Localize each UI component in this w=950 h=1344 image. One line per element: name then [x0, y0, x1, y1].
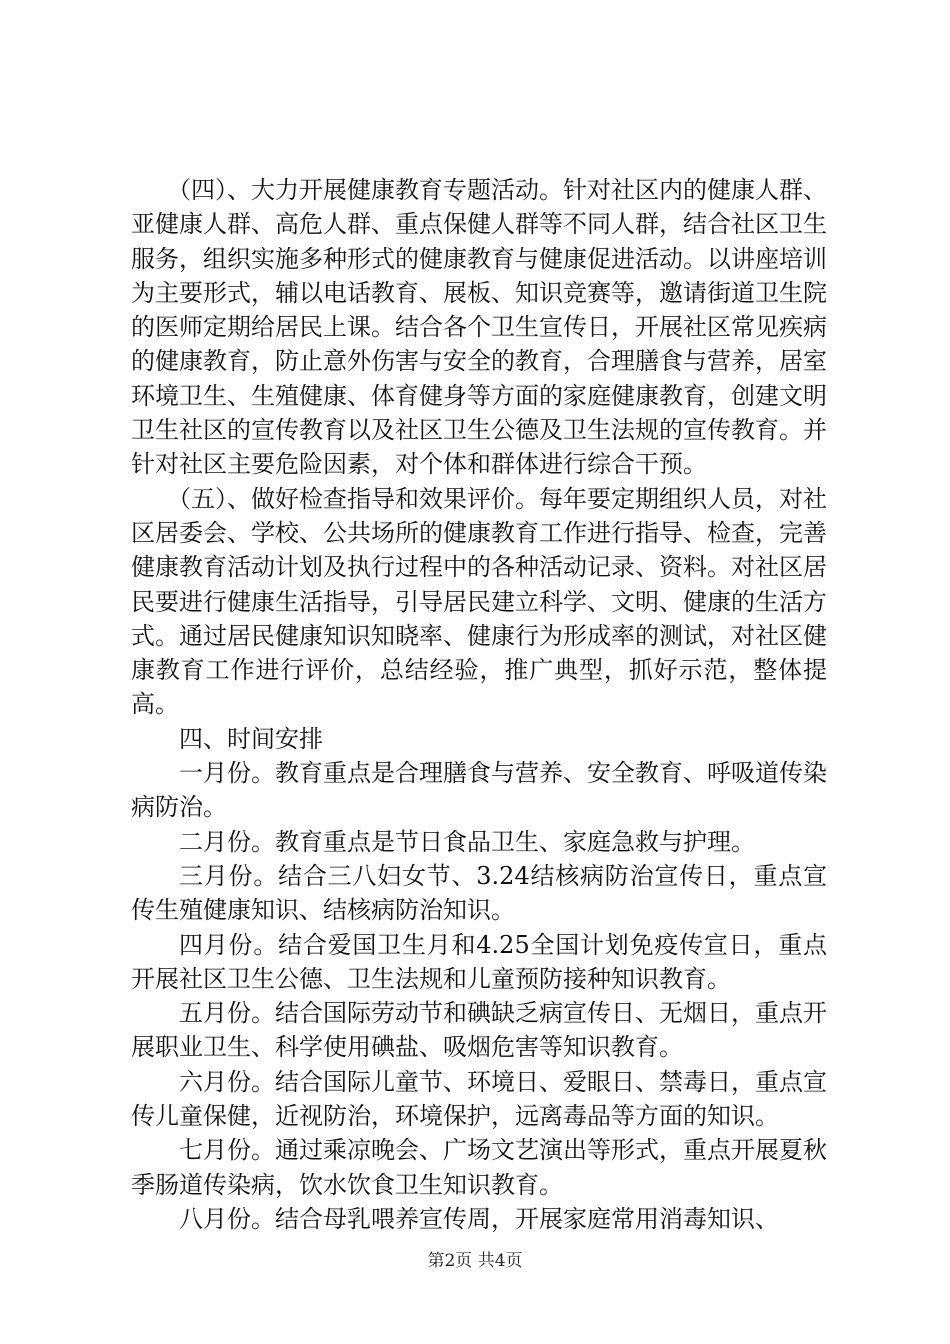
paragraph-april: 四月份。结合爱国卫生月和4.25全国计划免疫传宣日，重点开展社区卫生公德、卫生法规和儿童预防接种知识教育。: [131, 930, 827, 993]
paragraph-july: 七月份。通过乘凉晚会、广场文艺演出等形式，重点开展夏秋季肠道传染病，饮水饮食卫生知识教育。: [131, 1136, 827, 1199]
paragraph-february: 二月份。教育重点是节日食品卫生、家庭急救与护理。: [179, 827, 755, 856]
section-heading-schedule: 四、时间安排: [179, 724, 323, 753]
paragraph-january: 一月份。教育重点是合理膳食与营养、安全教育、呼吸道传染病防治。: [131, 759, 827, 822]
paragraph-inspection-evaluation: （五）、做好检查指导和效果评价。每年要定期组织人员，对社区居委会、学校、公共场所的健康教育工作进行指导、检查，完善健康教育活动计划及执行过程中的各种活动记录、资料。对社区居民要进行健康生活指导，引导居民建立科学、文明、健康的生活方式。通过居民健康知识知晓率、健康行为形成率的测试，对社区健康教育工作进行评价，总结经验，推广典型，抓好示范，整体提高。: [131, 484, 827, 719]
paragraph-august: 八月份。结合母乳喂养宣传周，开展家庭常用消毒知识、: [179, 1204, 779, 1233]
paragraph-health-education-activities: （四）、大力开展健康教育专题活动。针对社区内的健康人群、亚健康人群、高危人群、重点保健人群等不同人群，结合社区卫生服务，组织实施多种形式的健康教育与健康促进活动。以讲座培训为主要形式，辅以电话教育、展板、知识竞赛等，邀请街道卫生院的医师定期给居民上课。结合各个卫生宣传日，开展社区常见疾病的健康教育，防止意外伤害与安全的教育，合理膳食与营养，居室环境卫生、生殖健康、体育健身等方面的家庭健康教育，创建文明卫生社区的宣传教育以及社区卫生公德及卫生法规的宣传教育。并针对社区主要危险因素，对个体和群体进行综合干预。: [131, 176, 827, 479]
paragraph-june: 六月份。结合国际儿童节、环境日、爱眼日、禁毒日，重点宣传儿童保健，近视防治，环境保护，远离毒品等方面的知识。: [131, 1067, 827, 1131]
paragraph-march: 三月份。结合三八妇女节、3.24结核病防治宣传日，重点宣传生殖健康知识、结核病防治知识。: [131, 861, 827, 925]
paragraph-may: 五月份。结合国际劳动节和碘缺乏病宣传日、无烟日，重点开展职业卫生、科学使用碘盐、吸烟危害等知识教育。: [131, 999, 827, 1062]
page-number-footer: 第2页 共4页: [427, 1251, 523, 1271]
document-body: [131, 173, 827, 1236]
